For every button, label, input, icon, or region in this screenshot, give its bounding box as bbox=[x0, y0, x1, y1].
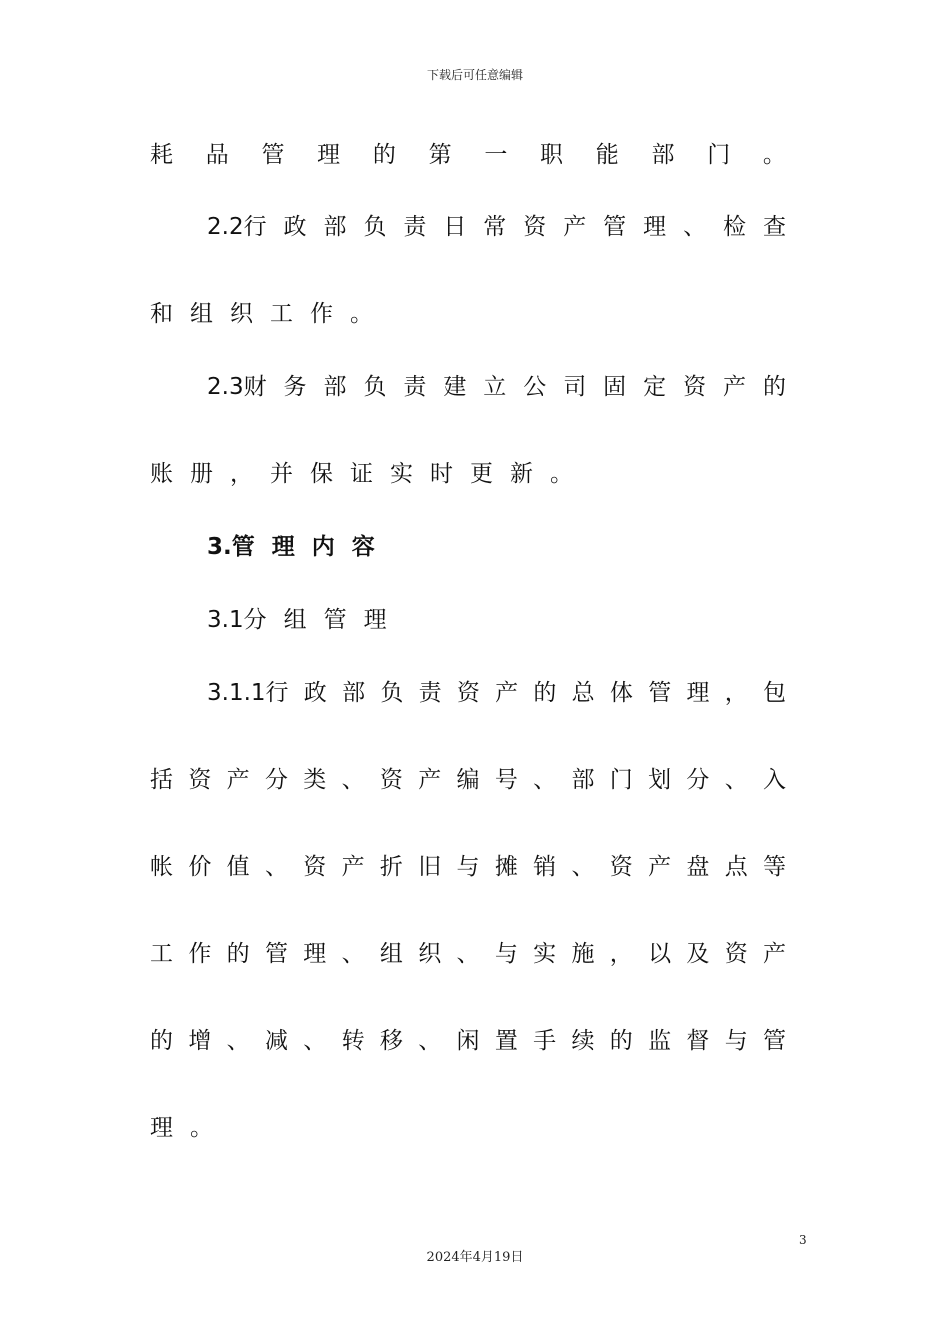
text-line: 和 组 织 工 作 。 bbox=[150, 300, 373, 327]
text-line: 账 册 ， 并 保 证 实 时 更 新 。 bbox=[150, 460, 573, 487]
page-number: 3 bbox=[799, 1233, 807, 1247]
text-line: 3.管 理 内 容 bbox=[207, 533, 375, 560]
footer-date: 2024年4月19日 bbox=[426, 1250, 524, 1265]
text-line: 3.1分 组 管 理 bbox=[207, 606, 387, 633]
text-line: 耗 品 管 理 的 第 一 职 能 部 门 。 bbox=[150, 141, 786, 168]
text-line: 理 。 bbox=[150, 1114, 213, 1141]
text-line: 3.1.1行 政 部 负 责 资 产 的 总 体 管 理 ， 包 bbox=[207, 679, 786, 706]
text-line: 2.3财 务 部 负 责 建 立 公 司 固 定 资 产 的 bbox=[207, 373, 786, 400]
text-line: 帐 价 值 、 资 产 折 旧 与 摊 销 、 资 产 盘 点 等 bbox=[150, 853, 786, 880]
page-header: 下载后可任意编辑 bbox=[426, 68, 523, 82]
text-line: 的 增 、 减 、 转 移 、 闲 置 手 续 的 监 督 与 管 bbox=[150, 1027, 786, 1054]
text-line: 括 资 产 分 类 、 资 产 编 号 、 部 门 划 分 、 入 bbox=[150, 766, 786, 793]
text-line: 工 作 的 管 理 、 组 织 、 与 实 施 ， 以 及 资 产 bbox=[150, 940, 786, 967]
text-line: 2.2行 政 部 负 责 日 常 资 产 管 理 、 检 查 bbox=[207, 213, 786, 240]
